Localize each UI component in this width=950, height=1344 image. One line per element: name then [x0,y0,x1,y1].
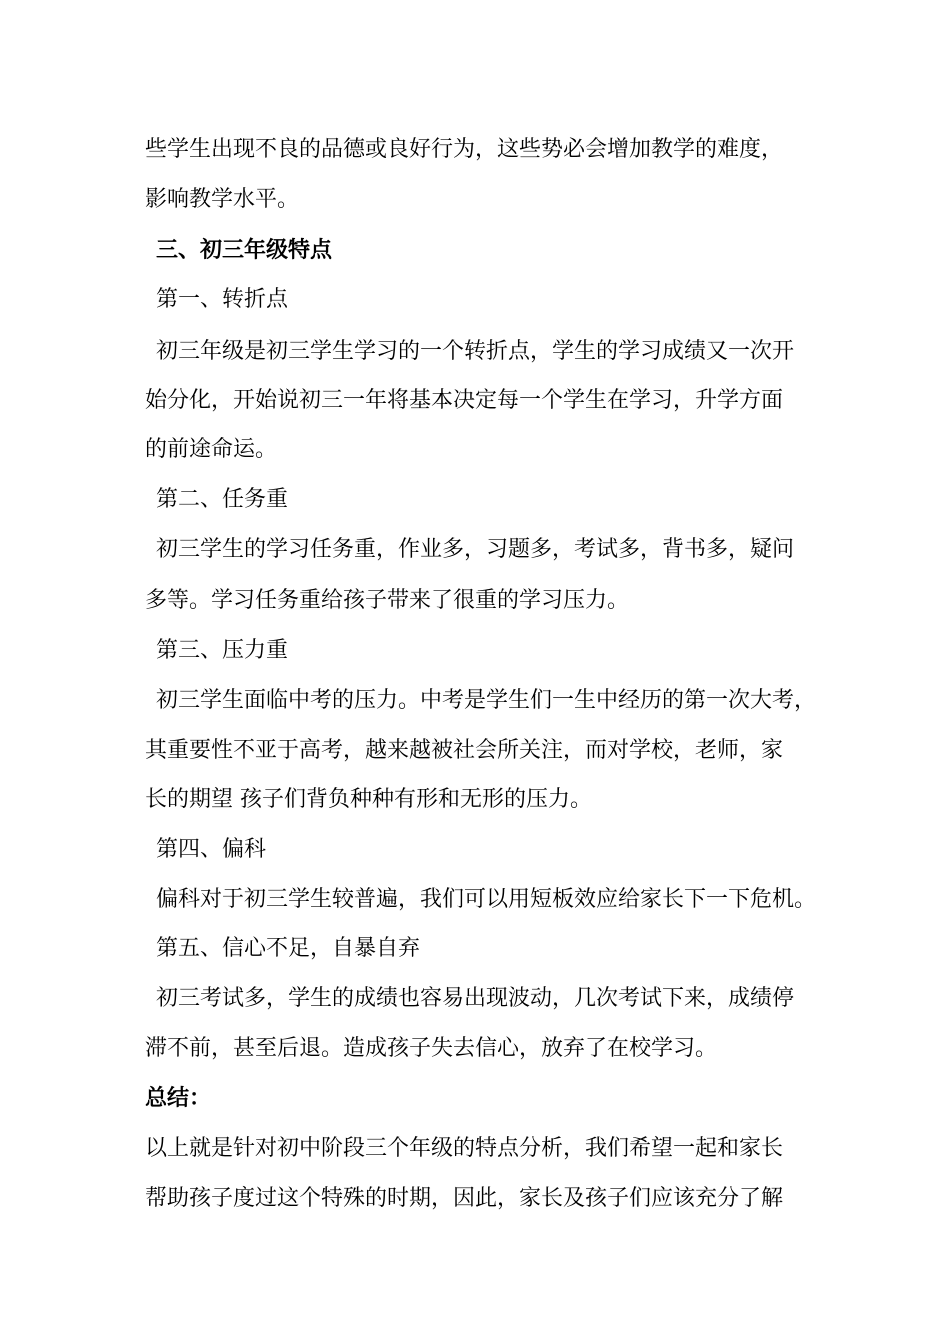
paragraph-line: 初三学生面临中考的压力。中考是学生们一生中经历的第一次大考， [156,688,817,713]
paragraph-line: 多等。学习任务重给孩子带来了很重的学习压力。 [145,588,630,613]
subheading: 第二、任务重 [156,487,289,512]
paragraph-line: 滞不前，甚至后退。造成孩子失去信心，放弃了在校学习。 [145,1036,718,1061]
paragraph-line: 帮助孩子度过这个特殊的时期，因此，家长及孩子们应该充分了解 [145,1186,784,1211]
section-heading: 三、初三年级特点 [156,238,333,263]
paragraph-line: 的前途命运。 [145,437,278,462]
paragraph-line: 影响教学水平。 [145,187,300,212]
paragraph-line: 以上就是针对初中阶段三个年级的特点分析，我们希望一起和家长 [145,1136,784,1161]
paragraph-line: 些学生出现不良的品德或良好行为，这些势必会增加教学的难度， [145,137,784,162]
subheading: 第四、偏科 [156,837,267,862]
subheading: 第三、压力重 [156,638,289,663]
paragraph-line: 初三考试多，学生的成绩也容易出现波动，几次考试下来，成绩停 [156,986,795,1011]
paragraph-line: 长的期望 孩子们背负种种有形和无形的压力。 [145,787,592,812]
paragraph-line: 偏科对于初三学生较普遍，我们可以用短板效应给家长下一下危机。 [156,887,817,912]
subheading: 第五、信心不足，自暴自弃 [156,936,421,961]
paragraph-line: 始分化，开始说初三一年将基本决定每一个学生在学习，升学方面 [145,388,784,413]
paragraph-line: 初三年级是初三学生学习的一个转折点，学生的学习成绩又一次开 [156,339,795,364]
paragraph-line: 其重要性不亚于高考，越来越被社会所关注，而对学校，老师，家 [145,738,784,763]
subheading: 第一、转折点 [156,287,289,312]
paragraph-line: 初三学生的学习任务重，作业多，习题多，考试多，背书多，疑问 [156,537,795,562]
summary-heading: 总结： [145,1086,212,1111]
